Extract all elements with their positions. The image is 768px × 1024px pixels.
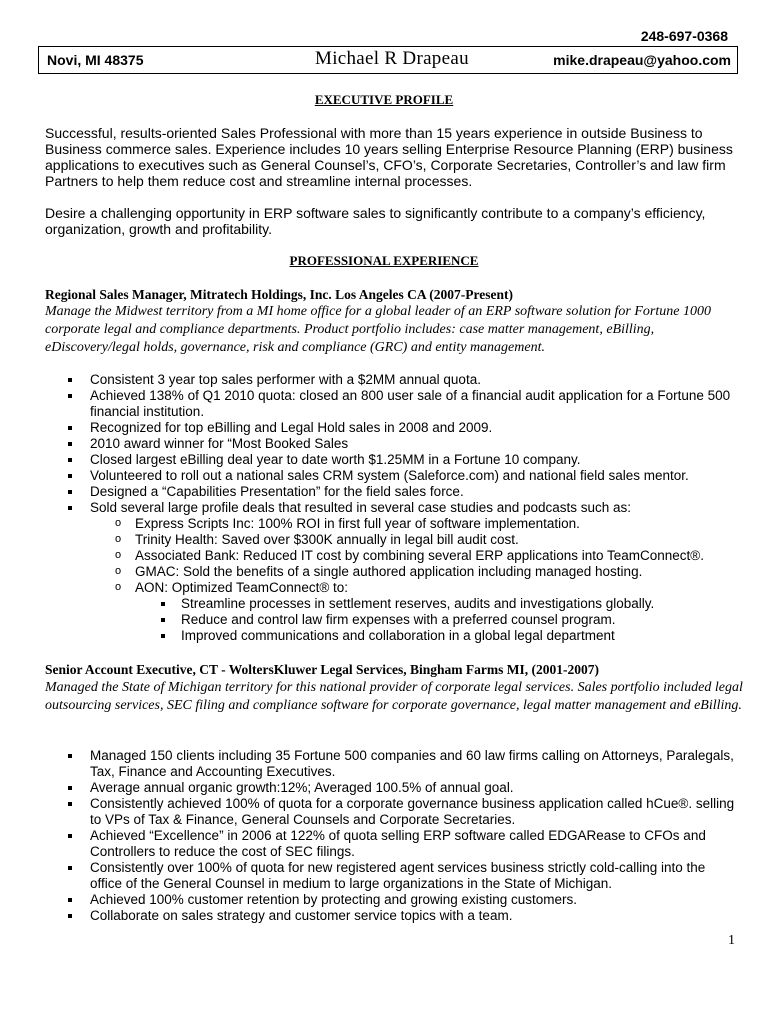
list-item: 2010 award winner for “Most Booked Sales — [45, 436, 740, 452]
sub-list-item: o GMAC: Sold the benefits of a single authored application including managed hosting. — [45, 564, 740, 580]
list-item: Achieved 100% customer retention by protecting and growing existing customers. — [45, 892, 740, 908]
job-2-bullets — [45, 748, 740, 924]
list-item: Consistent 3 year top sales performer with a $2MM annual quota. — [45, 372, 740, 388]
job-1-title: Regional Sales Manager, Mitratech Holdings, Inc. Los Angeles CA (2007-Present) — [45, 287, 513, 302]
location: Novi, MI 48375 — [47, 52, 144, 68]
list-item: Managed 150 clients including 35 Fortune 500 companies and 60 law firms calling on Attorneys, Paralegals, Tax, Finance and Accounting Executives. — [45, 748, 740, 780]
list-item: Collaborate on sales strategy and customer service topics with a team. — [45, 908, 740, 924]
list-item: Recognized for top eBilling and Legal Hold sales in 2008 and 2009. — [45, 420, 740, 436]
nested-list-item: Improved communications and collaboration in a global legal department — [45, 628, 740, 644]
list-item: Average annual organic growth:12%; Averaged 100.5% of annual goal. — [45, 780, 740, 796]
profile-paragraph-1: Successful, results-oriented Sales Professional with more than 15 years experience in outside Business to Business commerce sales. Experience includes 10 years selling Enterprise Resource Planning (ERP) business applications to executives such as General Counsel’s, CFO’s, Corporate Secretaries, Controller’s and law firm Partners to help them reduce cost and streamline internal processes. — [45, 125, 733, 189]
page-number: 1 — [728, 933, 735, 948]
list-item: Designed a “Capabilities Presentation” for the field sales force. — [45, 484, 740, 500]
executive-profile-heading: EXECUTIVE PROFILE — [314, 92, 454, 107]
list-item: Closed largest eBilling deal year to date worth $1.25MM in a Fortune 10 company. — [45, 452, 740, 468]
sub-list-item: o Associated Bank: Reduced IT cost by combining several ERP applications into TeamConnect®. — [45, 548, 740, 564]
job-2-title: Senior Account Executive, CT - WoltersKluwer Legal Services, Bingham Farms MI, (2001-2007) — [45, 662, 599, 677]
profile-paragraph-2: Desire a challenging opportunity in ERP software sales to significantly contribute to a company’s efficiency, organization, growth and profitability. — [45, 205, 706, 237]
job-2-description: Managed the State of Michigan territory for this national provider of corporate legal services. Sales portfolio included legal outsourcing services, SEC filing and compliance software for corporate governance, legal matter management and eBilling. — [45, 680, 743, 713]
header-box — [38, 46, 738, 74]
email-address: mike.drapeau@yahoo.com — [553, 52, 731, 68]
list-item: Sold several large profile deals that resulted in several case studies and podcasts such as: — [45, 500, 740, 516]
sub-list-item: o Express Scripts Inc: 100% ROI in first full year of software implementation. — [45, 516, 740, 532]
list-item: Consistently over 100% of quota for new registered agent services business strictly cold-calling into the office of the General Counsel in medium to large organizations in the State of Michigan. — [45, 860, 740, 892]
nested-list-item: Streamline processes in settlement reserves, audits and investigations globally. — [45, 596, 740, 612]
job-1-description: Manage the Midwest territory from a MI home office for a global leader of an ERP software solution for Fortune 1000 corporate legal and compliance departments. Product portfolio includes: case matter management, eBilling, eDiscovery/legal holds, governance, risk and compliance (GRC) and entity management. — [45, 304, 711, 355]
phone-number: 248-697-0368 — [640, 28, 728, 44]
professional-experience-heading: PROFESSIONAL EXPERIENCE — [289, 253, 479, 268]
list-item: Consistently achieved 100% of quota for a corporate governance business application called hCue®. selling to VPs of Tax & Finance, General Counsels and Corporate Secretaries. — [45, 796, 740, 828]
sub-list-item: o AON: Optimized TeamConnect® to: — [45, 580, 740, 596]
list-item: Achieved “Excellence” in 2006 at 122% of quota selling ERP software called EDGARease to CFOs and Controllers to reduce the cost of SEC filings. — [45, 828, 740, 860]
job-1-bullets — [45, 372, 740, 644]
nested-list-item: Reduce and control law firm expenses with a preferred counsel program. — [45, 612, 740, 628]
candidate-name: Michael R Drapeau — [315, 48, 469, 69]
list-item: Achieved 138% of Q1 2010 quota: closed an 800 user sale of a financial audit application for a Fortune 500 financial institution. — [45, 388, 740, 420]
sub-list-item: o Trinity Health: Saved over $300K annually in legal bill audit cost. — [45, 532, 740, 548]
list-item: Volunteered to roll out a national sales CRM system (Saleforce.com) and national field sales mentor. — [45, 468, 740, 484]
